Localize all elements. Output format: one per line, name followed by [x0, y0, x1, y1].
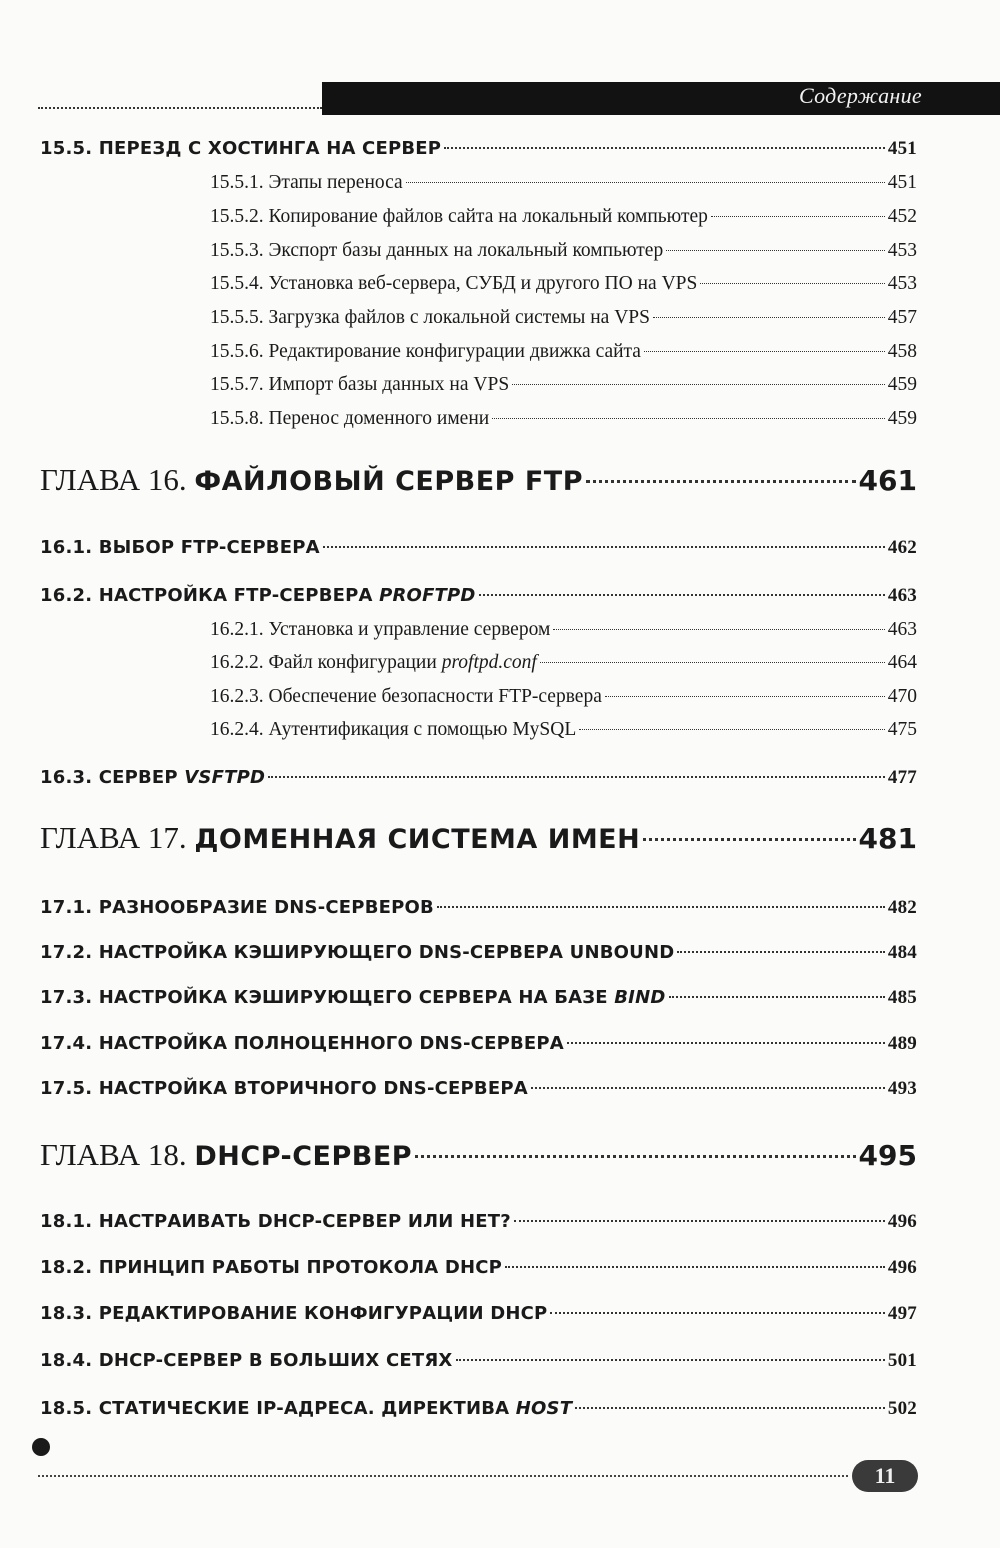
footer-dotted-rule: [38, 1475, 848, 1477]
toc-section-entry: [40, 942, 917, 964]
toc-page-number: 502: [887, 1398, 917, 1419]
dot-leader: [579, 729, 884, 730]
dot-leader: [505, 1266, 885, 1268]
toc-entry-title: ВЫБОР FTP-СЕРВЕРА: [98, 537, 320, 558]
toc-entry-number: 18.2.: [40, 1257, 93, 1278]
toc-entry-number: 17.5.: [40, 1078, 93, 1099]
toc-entry-title: Импорт базы данных на VPS: [268, 374, 510, 395]
toc-section-entry: [40, 987, 917, 1009]
toc-page-number: 493: [887, 1078, 917, 1099]
toc-subsection-entry: [40, 172, 917, 194]
toc-entry-number: 15.5.5.: [210, 307, 264, 328]
toc-entry-number: 17.4.: [40, 1033, 93, 1054]
toc-entry-number: 18.3.: [40, 1303, 93, 1324]
toc-page-number: 462: [887, 537, 917, 558]
toc-subsection-entry: [40, 240, 917, 262]
dot-leader: [512, 384, 885, 385]
toc-entry-title: НАСТРОЙКА ВТОРИЧНОГО DNS-СЕРВЕРА: [98, 1078, 528, 1099]
toc-entry-number: 15.5.7.: [210, 374, 264, 395]
toc-page-number: 485: [887, 987, 917, 1008]
toc-entry-italic-term: BIND: [614, 987, 666, 1008]
toc-entry-number: 16.2.2.: [210, 652, 264, 673]
toc-page-number: 496: [887, 1211, 917, 1232]
toc-entry-title: DHCP-СЕРВЕР В БОЛЬШИХ СЕТЯХ: [98, 1350, 453, 1371]
toc-page-number: 463: [887, 585, 917, 606]
toc-entry-number: 15.5.1.: [210, 172, 264, 193]
toc-entry-number: 16.3.: [40, 767, 93, 788]
toc-entry-title: РАЗНООБРАЗИЕ DNS-СЕРВЕРОВ: [98, 897, 434, 918]
toc-page-number: 497: [887, 1303, 917, 1324]
toc-section-entry: [40, 1350, 917, 1372]
toc-subsection-entry: [40, 719, 917, 741]
toc-chapter-entry: [40, 462, 917, 498]
toc-section-entry: [40, 1211, 917, 1233]
dot-leader: [711, 216, 885, 217]
toc-entry-title: НАСТРОЙКА КЭШИРУЮЩЕГО СЕРВЕРА НА БАЗЕ: [98, 987, 608, 1008]
toc-page-number: 458: [887, 341, 917, 362]
toc-subsection-entry: [40, 652, 917, 674]
toc-entry-number: 15.5.4.: [210, 273, 264, 294]
toc-page-number: 489: [887, 1033, 917, 1054]
dot-leader: [444, 147, 885, 149]
dot-leader: [479, 594, 885, 596]
toc-entry-title: НАСТРОЙКА FTP-СЕРВЕРА: [98, 585, 373, 606]
toc-entry-number: 16.2.1.: [210, 619, 264, 640]
toc-entry-italic-term: HOST: [515, 1398, 573, 1419]
toc-subsection-entry: [40, 374, 917, 396]
toc-entry-title: Перенос доменного имени: [268, 408, 490, 429]
dot-leader: [456, 1359, 885, 1361]
toc-entry-number: 15.5.6.: [210, 341, 264, 362]
toc-entry-number: 18.5.: [40, 1398, 93, 1419]
toc-entry-title: НАСТРОЙКА КЭШИРУЮЩЕГО DNS-СЕРВЕРА UNBOUND: [98, 942, 675, 963]
dot-leader: [677, 951, 885, 953]
toc-entry-title: Аутентификация с помощью MySQL: [268, 719, 577, 740]
toc-entry-title: Этапы переноса: [268, 172, 403, 193]
dot-leader: [406, 182, 885, 183]
toc-entry-italic-term: VSFTPD: [184, 767, 266, 788]
toc-entry-title: РЕДАКТИРОВАНИЕ КОНФИГУРАЦИИ DHCP: [98, 1303, 548, 1324]
toc-page-number: 470: [887, 686, 917, 707]
dot-leader: [492, 418, 885, 419]
toc-entry-number: 15.5.: [40, 138, 93, 159]
toc-entry-number: 16.1.: [40, 537, 93, 558]
toc-section-entry: [40, 1078, 917, 1100]
dot-leader: [586, 480, 856, 483]
toc-entry-number: ГЛАВА 17.: [40, 820, 187, 855]
toc-page-number: 453: [887, 273, 917, 294]
toc-entry-title: Редактирование конфигурации движка сайта: [268, 341, 641, 362]
toc-entry-title: СТАТИЧЕСКИЕ IP-АДРЕСА. ДИРЕКТИВА: [98, 1398, 510, 1419]
dot-leader: [575, 1407, 885, 1409]
dot-leader: [550, 1312, 884, 1314]
toc-entry-number: 17.2.: [40, 942, 93, 963]
toc-entry-number: 15.5.3.: [210, 240, 264, 261]
dot-leader: [643, 838, 855, 841]
toc-entry-title: Обеспечение безопасности FTP-сервера: [268, 686, 602, 707]
toc-entry-number: ГЛАВА 18.: [40, 1137, 187, 1172]
dot-leader: [437, 906, 885, 908]
toc-page-number: 452: [887, 206, 917, 227]
toc-entry-title: Установка и управление сервером: [268, 619, 551, 640]
toc-entry-title: ФАЙЛОВЫЙ СЕРВЕР FTP: [194, 466, 583, 497]
running-header-title: Содержание: [798, 83, 922, 108]
toc-subsection-entry: [40, 686, 917, 708]
toc-page-number: 457: [887, 307, 917, 328]
toc-page-number: 482: [887, 897, 917, 918]
toc-subsection-entry: [40, 408, 917, 430]
toc-entry-number: 15.5.2.: [210, 206, 264, 227]
footer-bullet-icon: [32, 1438, 50, 1456]
toc-page-number: 496: [887, 1257, 917, 1278]
dot-leader: [666, 250, 885, 251]
toc-page-number: 495: [858, 1139, 917, 1172]
toc-page-number: 459: [887, 374, 917, 395]
toc-page-number: 451: [887, 138, 917, 159]
toc-page-number: 484: [887, 942, 917, 963]
toc-page-number: 461: [858, 464, 917, 497]
toc-section-entry: [40, 138, 917, 160]
dot-leader: [653, 317, 885, 318]
toc-page-number: 459: [887, 408, 917, 429]
toc-page-number: 501: [887, 1350, 917, 1371]
toc-page-number: 453: [887, 240, 917, 261]
toc-chapter-entry: [40, 1137, 917, 1173]
toc-section-entry: [40, 1257, 917, 1279]
toc-section-entry: [40, 537, 917, 559]
toc-subsection-entry: [40, 341, 917, 363]
toc-page-number: 463: [887, 619, 917, 640]
toc-entry-italic-term: PROFTPD: [379, 585, 476, 606]
toc-entry-italic-term: proftpd.conf: [441, 652, 537, 673]
toc-entry-number: 16.2.: [40, 585, 93, 606]
page-number-badge: 11: [852, 1460, 918, 1492]
dot-leader: [323, 546, 885, 548]
toc-entry-title: Загрузка файлов с локальной системы на VPS: [268, 307, 650, 328]
toc-entry-title: ДОМЕННАЯ СИСТЕМА ИМЕН: [194, 824, 641, 855]
toc-section-entry: [40, 1033, 917, 1055]
dot-leader: [531, 1087, 885, 1089]
toc-entry-title: НАСТРАИВАТЬ DHCP-СЕРВЕР ИЛИ НЕТ?: [98, 1211, 511, 1232]
toc-entry-title: НАСТРОЙКА ПОЛНОЦЕННОГО DNS-СЕРВЕРА: [98, 1033, 564, 1054]
dot-leader: [567, 1042, 885, 1044]
toc-entry-number: ГЛАВА 16.: [40, 462, 187, 497]
toc-page-number: 464: [887, 652, 917, 673]
toc-entry-title: ПРИНЦИП РАБОТЫ ПРОТОКОЛА DHCP: [98, 1257, 503, 1278]
dot-leader: [605, 696, 885, 697]
toc-subsection-entry: [40, 307, 917, 329]
toc-entry-title: СЕРВЕР: [98, 767, 178, 788]
toc-subsection-entry: [40, 206, 917, 228]
toc-page-number: 475: [887, 719, 917, 740]
toc-section-entry: [40, 767, 917, 789]
toc-page-number: 451: [887, 172, 917, 193]
toc-section-entry: [40, 1303, 917, 1325]
toc-entry-title: Файл конфигурации: [268, 652, 437, 673]
toc-entry-title: Экспорт базы данных на локальный компьютер: [268, 240, 664, 261]
toc-entry-number: 16.2.4.: [210, 719, 264, 740]
toc-section-entry: [40, 585, 917, 607]
dot-leader: [669, 996, 885, 998]
toc-entry-number: 18.1.: [40, 1211, 93, 1232]
toc-entry-title: ПЕРЕЗД С ХОСТИНГА НА СЕРВЕР: [98, 138, 442, 159]
toc-entry-title: DHCP-СЕРВЕР: [194, 1141, 413, 1172]
dot-leader: [268, 776, 885, 778]
dot-leader: [540, 662, 885, 663]
toc-entry-number: 18.4.: [40, 1350, 93, 1371]
toc-entry-number: 15.5.8.: [210, 408, 264, 429]
toc-subsection-entry: [40, 619, 917, 641]
dot-leader: [700, 283, 884, 284]
toc-chapter-entry: [40, 820, 917, 856]
toc-entry-number: 16.2.3.: [210, 686, 264, 707]
header-band: [322, 82, 1000, 115]
toc-entry-title: Установка веб-сервера, СУБД и другого ПО на VPS: [268, 273, 698, 294]
dot-leader: [644, 351, 885, 352]
toc-subsection-entry: [40, 273, 917, 295]
toc-page-number: 481: [858, 822, 917, 855]
toc-section-entry: [40, 897, 917, 919]
toc-section-entry: [40, 1398, 917, 1420]
toc-page-number: 477: [887, 767, 917, 788]
toc-entry-number: 17.3.: [40, 987, 93, 1008]
header-dotted-rule: [38, 107, 322, 109]
dot-leader: [415, 1155, 855, 1158]
toc-entry-number: 17.1.: [40, 897, 93, 918]
dot-leader: [553, 629, 884, 630]
toc-entry-title: Копирование файлов сайта на локальный компьютер: [268, 206, 708, 227]
dot-leader: [514, 1220, 885, 1222]
